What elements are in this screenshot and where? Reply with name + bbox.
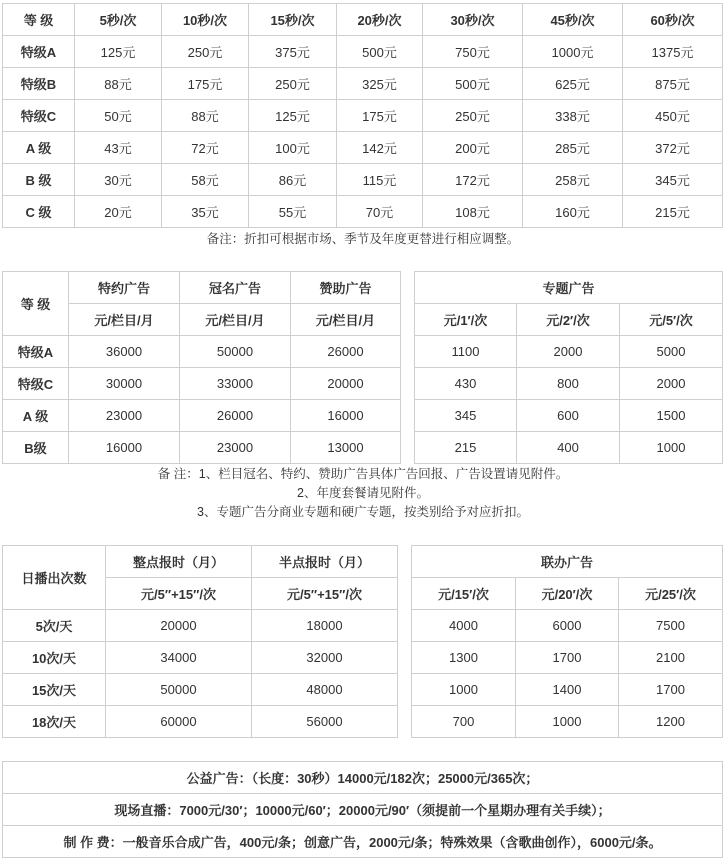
price-cell: 1300: [412, 642, 516, 674]
price-cell: 1000: [620, 432, 723, 464]
price-cell: 2100: [619, 642, 723, 674]
frequency-header: 日播出次数: [3, 546, 106, 610]
price-cell: 30元: [75, 164, 162, 196]
price-cell: 345元: [623, 164, 723, 196]
table-row: [3, 674, 723, 706]
price-cell: 750元: [423, 36, 523, 68]
table-row: [3, 642, 723, 674]
price-cell: 13000: [291, 432, 401, 464]
price-cell: 35元: [162, 196, 249, 228]
price-cell: 285元: [523, 132, 623, 164]
price-cell: 1200: [619, 706, 723, 738]
price-cell: 1100: [415, 336, 517, 368]
price-cell: 125元: [75, 36, 162, 68]
grade-cell: B级: [3, 432, 69, 464]
price-cell: 1500: [620, 400, 723, 432]
table2-note-1: 备 注：1、栏目冠名、特约、赞助广告具体广告回报、广告设置请见附件。: [157, 467, 569, 481]
price-cell: 800: [517, 368, 620, 400]
table-row: [3, 400, 723, 432]
price-cell: 23000: [180, 432, 291, 464]
price-cell: 7500: [619, 610, 723, 642]
price-table-seconds: [2, 3, 723, 228]
price-cell: 1700: [619, 674, 723, 706]
price-cell: 1700: [516, 642, 619, 674]
table-row: [3, 100, 723, 132]
header-cell: 45秒/次: [523, 4, 623, 36]
price-cell: 48000: [252, 674, 398, 706]
group-header: 特约广告: [69, 272, 180, 304]
price-cell: 345: [415, 400, 517, 432]
group-header: 赞助广告: [291, 272, 401, 304]
group-header: 专题广告: [415, 272, 723, 304]
price-cell: 20000: [291, 368, 401, 400]
table-row: [3, 368, 723, 400]
grade-cell: 特级A: [3, 336, 69, 368]
price-cell: 1400: [516, 674, 619, 706]
price-cell: 258元: [523, 164, 623, 196]
grade-cell: 特级B: [3, 68, 75, 100]
price-cell: 43元: [75, 132, 162, 164]
price-cell: 375元: [249, 36, 337, 68]
price-cell: 60000: [106, 706, 252, 738]
grade-cell: A 级: [3, 400, 69, 432]
price-cell: 18000: [252, 610, 398, 642]
table-row: [3, 432, 723, 464]
table2-note-2: 2、年度套餐请见附件。: [297, 486, 429, 500]
price-cell: 325元: [337, 68, 423, 100]
column-gap: [398, 546, 412, 738]
price-cell: 875元: [623, 68, 723, 100]
price-cell: 115元: [337, 164, 423, 196]
price-cell: 34000: [106, 642, 252, 674]
price-cell: 2000: [620, 368, 723, 400]
price-cell: 160元: [523, 196, 623, 228]
price-cell: 400: [517, 432, 620, 464]
price-cell: 250元: [423, 100, 523, 132]
table-header-row: [3, 4, 723, 36]
time-signal-table: [2, 545, 723, 738]
price-cell: 108元: [423, 196, 523, 228]
price-cell: 30000: [69, 368, 180, 400]
price-cell: 55元: [249, 196, 337, 228]
price-cell: 1000元: [523, 36, 623, 68]
production-fee-line: 制 作 费：一般音乐合成广告，400元/条；创意广告，2000元/条；特殊效果（含歌曲创作），6000元/条。: [3, 826, 723, 858]
price-cell: 4000: [412, 610, 516, 642]
header-cell: 15秒/次: [249, 4, 337, 36]
price-cell: 250元: [249, 68, 337, 100]
price-cell: 56000: [252, 706, 398, 738]
column-gap: [401, 272, 415, 464]
price-cell: 372元: [623, 132, 723, 164]
unit-header: 元/2′/次: [517, 304, 620, 336]
table2-note-3: 3、专题广告分商业专题和硬广专题，按类别给予对应折扣。: [197, 505, 529, 519]
group-header: 整点报时（月）: [106, 546, 252, 578]
price-cell: 86元: [249, 164, 337, 196]
table-row: [3, 336, 723, 368]
price-cell: 50元: [75, 100, 162, 132]
price-cell: 20元: [75, 196, 162, 228]
live-broadcast-line: 现场直播：7000元/30′；10000元/60′；20000元/90′（须提前一个星期办理有关手续）；: [3, 794, 723, 826]
grade-cell: A 级: [3, 132, 75, 164]
public-service-ad-line: 公益广告：（长度：30秒）14000元/182次；25000元/365次；: [3, 762, 723, 794]
header-cell: 5秒/次: [75, 4, 162, 36]
table-row: [3, 36, 723, 68]
grade-cell: C 级: [3, 196, 75, 228]
table-header-row: [3, 304, 723, 336]
price-cell: 500元: [337, 36, 423, 68]
price-cell: 100元: [249, 132, 337, 164]
price-cell: 215: [415, 432, 517, 464]
price-cell: 72元: [162, 132, 249, 164]
table1-note: 备注：折扣可根据市场、季节及年度更替进行相应调整。: [206, 232, 520, 246]
grade-cell: 特级A: [3, 36, 75, 68]
header-cell: 10秒/次: [162, 4, 249, 36]
unit-header: 元/15′/次: [412, 578, 516, 610]
table-row: [3, 794, 723, 826]
group-header: 冠名广告: [180, 272, 291, 304]
unit-header: 元/5″+15″/次: [252, 578, 398, 610]
price-cell: 625元: [523, 68, 623, 100]
table-row: [3, 164, 723, 196]
frequency-cell: 15次/天: [3, 674, 106, 706]
price-cell: 125元: [249, 100, 337, 132]
table-row: [3, 196, 723, 228]
price-cell: 5000: [620, 336, 723, 368]
group-header: 半点报时（月）: [252, 546, 398, 578]
price-cell: 430: [415, 368, 517, 400]
price-cell: 88元: [75, 68, 162, 100]
table-row: [3, 68, 723, 100]
header-cell: 等 级: [3, 4, 75, 36]
price-cell: 142元: [337, 132, 423, 164]
grade-cell: 特级C: [3, 368, 69, 400]
table-row: [3, 706, 723, 738]
price-cell: 175元: [337, 100, 423, 132]
price-cell: 215元: [623, 196, 723, 228]
price-cell: 338元: [523, 100, 623, 132]
header-cell: 20秒/次: [337, 4, 423, 36]
price-cell: 20000: [106, 610, 252, 642]
price-cell: 26000: [180, 400, 291, 432]
unit-header: 元/栏目/月: [291, 304, 401, 336]
unit-header: 元/20′/次: [516, 578, 619, 610]
frequency-cell: 5次/天: [3, 610, 106, 642]
other-services-table: [2, 761, 723, 858]
header-cell: 30秒/次: [423, 4, 523, 36]
price-cell: 16000: [291, 400, 401, 432]
group-header: 联办广告: [412, 546, 723, 578]
unit-header: 元/栏目/月: [180, 304, 291, 336]
price-cell: 26000: [291, 336, 401, 368]
price-cell: 50000: [180, 336, 291, 368]
price-cell: 23000: [69, 400, 180, 432]
price-cell: 33000: [180, 368, 291, 400]
price-cell: 700: [412, 706, 516, 738]
price-cell: 36000: [69, 336, 180, 368]
unit-header: 元/5″+15″/次: [106, 578, 252, 610]
price-cell: 1000: [516, 706, 619, 738]
table-row: [3, 762, 723, 794]
table-row: [3, 610, 723, 642]
grade-cell: B 级: [3, 164, 75, 196]
price-cell: 1000: [412, 674, 516, 706]
price-cell: 250元: [162, 36, 249, 68]
table-row: [3, 826, 723, 858]
table-row: [3, 132, 723, 164]
frequency-cell: 10次/天: [3, 642, 106, 674]
table-header-row: [3, 546, 723, 578]
price-cell: 172元: [423, 164, 523, 196]
price-cell: 200元: [423, 132, 523, 164]
frequency-cell: 18次/天: [3, 706, 106, 738]
price-cell: 175元: [162, 68, 249, 100]
price-cell: 2000: [517, 336, 620, 368]
header-cell: 60秒/次: [623, 4, 723, 36]
unit-header: 元/25′/次: [619, 578, 723, 610]
price-cell: 600: [517, 400, 620, 432]
price-cell: 500元: [423, 68, 523, 100]
program-sponsorship-table: [2, 271, 723, 464]
price-cell: 1375元: [623, 36, 723, 68]
table-header-row: [3, 578, 723, 610]
price-cell: 32000: [252, 642, 398, 674]
unit-header: 元/栏目/月: [69, 304, 180, 336]
price-cell: 450元: [623, 100, 723, 132]
price-cell: 6000: [516, 610, 619, 642]
grade-header: 等 级: [3, 272, 69, 336]
price-cell: 70元: [337, 196, 423, 228]
price-cell: 50000: [106, 674, 252, 706]
unit-header: 元/1′/次: [415, 304, 517, 336]
price-cell: 16000: [69, 432, 180, 464]
grade-cell: 特级C: [3, 100, 75, 132]
price-cell: 58元: [162, 164, 249, 196]
table-header-row: [3, 272, 723, 304]
price-cell: 88元: [162, 100, 249, 132]
unit-header: 元/5′/次: [620, 304, 723, 336]
